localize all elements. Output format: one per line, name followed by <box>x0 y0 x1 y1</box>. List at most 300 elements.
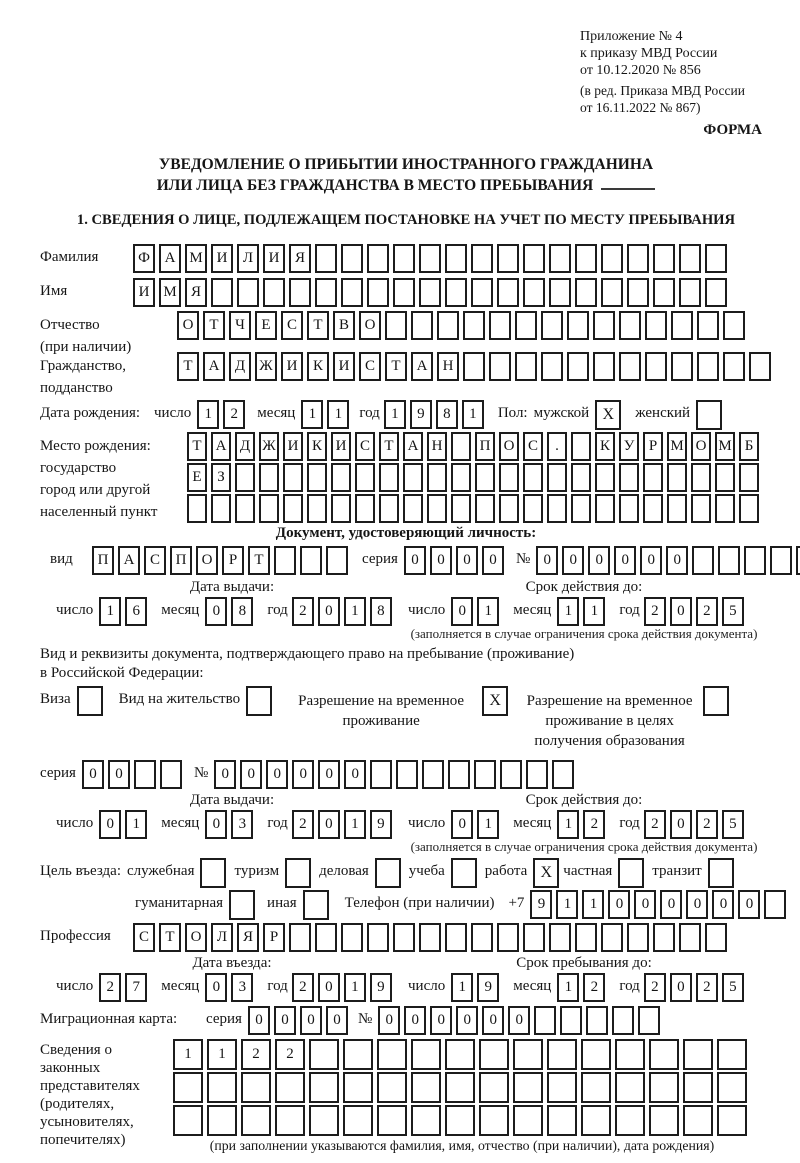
char-cell[interactable]: 0 <box>248 1006 270 1035</box>
char-cell[interactable] <box>471 244 493 273</box>
char-cell[interactable]: И <box>133 278 155 307</box>
char-cell[interactable]: Н <box>427 432 447 461</box>
char-cell[interactable]: И <box>211 244 233 273</box>
char-cell[interactable] <box>499 463 519 492</box>
char-cell[interactable] <box>683 1072 713 1103</box>
char-cell[interactable] <box>341 244 363 273</box>
char-cell[interactable]: 1 <box>462 400 484 429</box>
char-cell[interactable] <box>541 352 563 381</box>
char-cell[interactable]: 0 <box>404 546 426 575</box>
char-cell[interactable] <box>475 494 495 523</box>
char-cell[interactable]: 1 <box>556 890 578 919</box>
char-cell[interactable] <box>497 244 519 273</box>
char-cell[interactable] <box>667 463 687 492</box>
char-cell[interactable]: А <box>159 244 181 273</box>
char-cell[interactable]: И <box>283 432 303 461</box>
char-cell[interactable]: А <box>403 432 423 461</box>
char-cell[interactable] <box>615 1072 645 1103</box>
char-cell[interactable] <box>549 244 571 273</box>
char-cell[interactable] <box>474 760 496 789</box>
char-cell[interactable]: 2 <box>644 973 666 1002</box>
char-cell[interactable]: К <box>595 432 615 461</box>
char-cell[interactable] <box>547 494 567 523</box>
char-cell[interactable] <box>355 463 375 492</box>
char-cell[interactable]: Т <box>248 546 270 575</box>
char-cell[interactable]: 8 <box>436 400 458 429</box>
char-cell[interactable] <box>370 760 392 789</box>
char-cell[interactable]: 0 <box>608 890 630 919</box>
temp-residence-checkbox[interactable]: X <box>482 686 508 716</box>
char-cell[interactable] <box>309 1072 339 1103</box>
char-cell[interactable] <box>649 1105 679 1136</box>
char-cell[interactable]: О <box>177 311 199 340</box>
char-cell[interactable] <box>211 278 233 307</box>
char-cell[interactable] <box>705 278 727 307</box>
char-cell[interactable] <box>691 463 711 492</box>
char-cell[interactable]: 2 <box>292 597 314 626</box>
char-cell[interactable]: А <box>203 352 225 381</box>
char-cell[interactable] <box>645 311 667 340</box>
char-cell[interactable]: С <box>281 311 303 340</box>
char-cell[interactable] <box>513 1105 543 1136</box>
char-cell[interactable]: 0 <box>562 546 584 575</box>
char-cell[interactable] <box>523 494 543 523</box>
char-cell[interactable] <box>619 494 639 523</box>
char-cell[interactable] <box>300 546 322 575</box>
char-cell[interactable] <box>744 546 766 575</box>
char-cell[interactable]: С <box>523 432 543 461</box>
temp-residence-education-checkbox[interactable] <box>703 686 729 716</box>
char-cell[interactable]: 0 <box>318 760 340 789</box>
char-cell[interactable] <box>581 1039 611 1070</box>
purpose-inaya-checkbox[interactable] <box>303 890 329 920</box>
char-cell[interactable]: 0 <box>274 1006 296 1035</box>
char-cell[interactable]: 0 <box>670 973 692 1002</box>
char-cell[interactable]: О <box>359 311 381 340</box>
purpose-ucheba-checkbox[interactable] <box>451 858 477 888</box>
purpose-delovaya-checkbox[interactable] <box>375 858 401 888</box>
char-cell[interactable]: 2 <box>583 973 605 1002</box>
char-cell[interactable] <box>274 546 296 575</box>
char-cell[interactable]: 0 <box>670 597 692 626</box>
char-cell[interactable] <box>275 1072 305 1103</box>
char-cell[interactable]: Е <box>187 463 207 492</box>
char-cell[interactable]: Ч <box>229 311 251 340</box>
char-cell[interactable] <box>739 494 759 523</box>
char-cell[interactable] <box>497 278 519 307</box>
char-cell[interactable] <box>377 1105 407 1136</box>
char-cell[interactable] <box>749 352 771 381</box>
char-cell[interactable] <box>427 494 447 523</box>
char-cell[interactable]: 0 <box>205 597 227 626</box>
char-cell[interactable] <box>612 1006 634 1035</box>
char-cell[interactable] <box>341 278 363 307</box>
char-cell[interactable]: 2 <box>583 810 605 839</box>
char-cell[interactable]: М <box>159 278 181 307</box>
char-cell[interactable]: 1 <box>344 597 366 626</box>
char-cell[interactable] <box>534 1006 556 1035</box>
char-cell[interactable] <box>367 244 389 273</box>
char-cell[interactable] <box>619 463 639 492</box>
purpose-tranzit-checkbox[interactable] <box>708 858 734 888</box>
char-cell[interactable]: 2 <box>696 810 718 839</box>
char-cell[interactable] <box>717 1105 747 1136</box>
purpose-chastnaya-checkbox[interactable] <box>618 858 644 888</box>
char-cell[interactable]: 6 <box>125 597 147 626</box>
char-cell[interactable] <box>581 1072 611 1103</box>
char-cell[interactable]: 1 <box>557 973 579 1002</box>
char-cell[interactable] <box>715 494 735 523</box>
char-cell[interactable]: 1 <box>451 973 473 1002</box>
char-cell[interactable]: 0 <box>738 890 760 919</box>
char-cell[interactable]: 0 <box>214 760 236 789</box>
char-cell[interactable] <box>367 923 389 952</box>
char-cell[interactable] <box>463 352 485 381</box>
char-cell[interactable] <box>471 923 493 952</box>
char-cell[interactable]: Ж <box>255 352 277 381</box>
char-cell[interactable]: 1 <box>344 973 366 1002</box>
char-cell[interactable] <box>705 244 727 273</box>
char-cell[interactable] <box>479 1105 509 1136</box>
char-cell[interactable] <box>717 1072 747 1103</box>
char-cell[interactable]: 0 <box>430 546 452 575</box>
char-cell[interactable]: 1 <box>207 1039 237 1070</box>
char-cell[interactable] <box>552 760 574 789</box>
char-cell[interactable]: 2 <box>223 400 245 429</box>
char-cell[interactable]: 1 <box>344 810 366 839</box>
char-cell[interactable] <box>523 463 543 492</box>
char-cell[interactable] <box>526 760 548 789</box>
char-cell[interactable] <box>463 311 485 340</box>
char-cell[interactable]: У <box>619 432 639 461</box>
char-cell[interactable]: 7 <box>125 973 147 1002</box>
char-cell[interactable] <box>343 1039 373 1070</box>
char-cell[interactable] <box>638 1006 660 1035</box>
char-cell[interactable] <box>263 278 285 307</box>
char-cell[interactable]: Т <box>307 311 329 340</box>
char-cell[interactable]: Т <box>187 432 207 461</box>
char-cell[interactable]: Т <box>159 923 181 952</box>
char-cell[interactable] <box>445 1105 475 1136</box>
char-cell[interactable] <box>419 923 441 952</box>
char-cell[interactable]: 2 <box>696 597 718 626</box>
char-cell[interactable]: 0 <box>205 973 227 1002</box>
char-cell[interactable] <box>411 1105 441 1136</box>
char-cell[interactable] <box>497 923 519 952</box>
char-cell[interactable]: Т <box>379 432 399 461</box>
char-cell[interactable] <box>289 923 311 952</box>
char-cell[interactable]: 1 <box>557 597 579 626</box>
char-cell[interactable]: 0 <box>670 810 692 839</box>
char-cell[interactable]: 0 <box>378 1006 400 1035</box>
char-cell[interactable] <box>513 1072 543 1103</box>
char-cell[interactable] <box>586 1006 608 1035</box>
char-cell[interactable]: 0 <box>326 1006 348 1035</box>
char-cell[interactable] <box>275 1105 305 1136</box>
char-cell[interactable]: 2 <box>292 810 314 839</box>
char-cell[interactable] <box>723 311 745 340</box>
char-cell[interactable] <box>259 494 279 523</box>
char-cell[interactable] <box>259 463 279 492</box>
char-cell[interactable]: О <box>499 432 519 461</box>
char-cell[interactable]: 1 <box>557 810 579 839</box>
char-cell[interactable] <box>235 463 255 492</box>
char-cell[interactable]: Б <box>739 432 759 461</box>
char-cell[interactable]: 5 <box>722 810 744 839</box>
char-cell[interactable]: Т <box>203 311 225 340</box>
char-cell[interactable]: 9 <box>370 973 392 1002</box>
char-cell[interactable]: 1 <box>327 400 349 429</box>
char-cell[interactable] <box>500 760 522 789</box>
char-cell[interactable] <box>419 278 441 307</box>
char-cell[interactable] <box>547 1105 577 1136</box>
char-cell[interactable] <box>595 463 615 492</box>
char-cell[interactable]: Л <box>211 923 233 952</box>
char-cell[interactable]: 0 <box>430 1006 452 1035</box>
char-cell[interactable] <box>679 278 701 307</box>
char-cell[interactable] <box>207 1072 237 1103</box>
char-cell[interactable] <box>667 494 687 523</box>
char-cell[interactable] <box>307 494 327 523</box>
char-cell[interactable] <box>479 1039 509 1070</box>
char-cell[interactable] <box>715 463 735 492</box>
char-cell[interactable] <box>396 760 418 789</box>
char-cell[interactable] <box>289 278 311 307</box>
char-cell[interactable] <box>445 278 467 307</box>
char-cell[interactable] <box>326 546 348 575</box>
char-cell[interactable] <box>448 760 470 789</box>
char-cell[interactable] <box>241 1072 271 1103</box>
char-cell[interactable]: 0 <box>456 1006 478 1035</box>
char-cell[interactable] <box>627 244 649 273</box>
char-cell[interactable]: С <box>133 923 155 952</box>
char-cell[interactable]: 8 <box>370 597 392 626</box>
char-cell[interactable] <box>683 1105 713 1136</box>
char-cell[interactable]: 0 <box>205 810 227 839</box>
char-cell[interactable] <box>379 494 399 523</box>
char-cell[interactable] <box>645 352 667 381</box>
char-cell[interactable]: 0 <box>712 890 734 919</box>
char-cell[interactable] <box>575 244 597 273</box>
char-cell[interactable]: 0 <box>266 760 288 789</box>
char-cell[interactable]: 1 <box>477 810 499 839</box>
char-cell[interactable] <box>718 546 740 575</box>
char-cell[interactable]: З <box>211 463 231 492</box>
char-cell[interactable] <box>385 311 407 340</box>
char-cell[interactable]: 0 <box>318 973 340 1002</box>
char-cell[interactable]: 3 <box>231 810 253 839</box>
char-cell[interactable] <box>451 463 471 492</box>
char-cell[interactable] <box>411 311 433 340</box>
char-cell[interactable]: 2 <box>644 597 666 626</box>
char-cell[interactable] <box>541 311 563 340</box>
char-cell[interactable] <box>160 760 182 789</box>
char-cell[interactable]: 0 <box>404 1006 426 1035</box>
char-cell[interactable] <box>422 760 444 789</box>
char-cell[interactable]: Р <box>263 923 285 952</box>
char-cell[interactable] <box>523 244 545 273</box>
char-cell[interactable] <box>393 244 415 273</box>
char-cell[interactable] <box>419 244 441 273</box>
char-cell[interactable]: 0 <box>451 597 473 626</box>
char-cell[interactable]: . <box>547 432 567 461</box>
char-cell[interactable] <box>615 1105 645 1136</box>
char-cell[interactable] <box>770 546 792 575</box>
char-cell[interactable]: 0 <box>99 810 121 839</box>
char-cell[interactable]: Т <box>385 352 407 381</box>
char-cell[interactable] <box>499 494 519 523</box>
char-cell[interactable]: И <box>263 244 285 273</box>
char-cell[interactable] <box>796 546 800 575</box>
residence-permit-checkbox[interactable] <box>246 686 272 716</box>
char-cell[interactable] <box>671 311 693 340</box>
char-cell[interactable]: 3 <box>231 973 253 1002</box>
char-cell[interactable]: Н <box>437 352 459 381</box>
char-cell[interactable]: А <box>211 432 231 461</box>
char-cell[interactable]: Р <box>643 432 663 461</box>
char-cell[interactable]: 2 <box>241 1039 271 1070</box>
char-cell[interactable]: 0 <box>292 760 314 789</box>
char-cell[interactable]: 1 <box>477 597 499 626</box>
char-cell[interactable] <box>187 494 207 523</box>
char-cell[interactable] <box>207 1105 237 1136</box>
char-cell[interactable]: 8 <box>231 597 253 626</box>
char-cell[interactable] <box>403 494 423 523</box>
char-cell[interactable]: С <box>359 352 381 381</box>
char-cell[interactable]: К <box>307 432 327 461</box>
char-cell[interactable]: К <box>307 352 329 381</box>
char-cell[interactable]: Р <box>222 546 244 575</box>
char-cell[interactable] <box>393 923 415 952</box>
char-cell[interactable]: 1 <box>384 400 406 429</box>
char-cell[interactable]: 2 <box>644 810 666 839</box>
char-cell[interactable] <box>567 311 589 340</box>
char-cell[interactable] <box>241 1105 271 1136</box>
char-cell[interactable] <box>235 494 255 523</box>
char-cell[interactable] <box>571 494 591 523</box>
char-cell[interactable]: 0 <box>240 760 262 789</box>
char-cell[interactable] <box>683 1039 713 1070</box>
char-cell[interactable] <box>393 278 415 307</box>
char-cell[interactable]: Л <box>237 244 259 273</box>
char-cell[interactable] <box>411 1072 441 1103</box>
char-cell[interactable] <box>575 278 597 307</box>
char-cell[interactable] <box>653 923 675 952</box>
char-cell[interactable] <box>341 923 363 952</box>
char-cell[interactable]: 2 <box>275 1039 305 1070</box>
char-cell[interactable] <box>679 244 701 273</box>
char-cell[interactable]: 0 <box>588 546 610 575</box>
char-cell[interactable]: 0 <box>634 890 656 919</box>
char-cell[interactable]: 0 <box>82 760 104 789</box>
char-cell[interactable]: 0 <box>508 1006 530 1035</box>
char-cell[interactable] <box>649 1072 679 1103</box>
char-cell[interactable] <box>717 1039 747 1070</box>
char-cell[interactable]: 0 <box>108 760 130 789</box>
char-cell[interactable]: 0 <box>318 597 340 626</box>
char-cell[interactable] <box>343 1105 373 1136</box>
char-cell[interactable]: 1 <box>197 400 219 429</box>
char-cell[interactable] <box>653 244 675 273</box>
char-cell[interactable] <box>331 463 351 492</box>
char-cell[interactable]: 1 <box>99 597 121 626</box>
char-cell[interactable]: 1 <box>582 890 604 919</box>
char-cell[interactable] <box>601 278 623 307</box>
char-cell[interactable]: 0 <box>482 1006 504 1035</box>
sex-male-checkbox[interactable]: X <box>595 400 621 430</box>
char-cell[interactable] <box>643 494 663 523</box>
char-cell[interactable] <box>705 923 727 952</box>
char-cell[interactable] <box>377 1039 407 1070</box>
char-cell[interactable]: И <box>331 432 351 461</box>
char-cell[interactable] <box>523 278 545 307</box>
char-cell[interactable] <box>547 1072 577 1103</box>
char-cell[interactable] <box>331 494 351 523</box>
char-cell[interactable]: М <box>715 432 735 461</box>
char-cell[interactable] <box>515 352 537 381</box>
sex-female-checkbox[interactable] <box>696 400 722 430</box>
char-cell[interactable]: 9 <box>370 810 392 839</box>
char-cell[interactable] <box>697 311 719 340</box>
char-cell[interactable]: 5 <box>722 597 744 626</box>
char-cell[interactable] <box>471 278 493 307</box>
purpose-sluzhebnaya-checkbox[interactable] <box>200 858 226 888</box>
char-cell[interactable]: 5 <box>722 973 744 1002</box>
purpose-rabota-checkbox[interactable]: X <box>533 858 559 888</box>
char-cell[interactable] <box>653 278 675 307</box>
char-cell[interactable] <box>479 1072 509 1103</box>
char-cell[interactable]: 0 <box>482 546 504 575</box>
char-cell[interactable] <box>343 1072 373 1103</box>
char-cell[interactable] <box>315 278 337 307</box>
char-cell[interactable]: С <box>355 432 375 461</box>
char-cell[interactable] <box>451 494 471 523</box>
char-cell[interactable]: 0 <box>318 810 340 839</box>
char-cell[interactable] <box>445 244 467 273</box>
char-cell[interactable]: 0 <box>666 546 688 575</box>
char-cell[interactable] <box>355 494 375 523</box>
char-cell[interactable]: О <box>196 546 218 575</box>
char-cell[interactable] <box>601 244 623 273</box>
char-cell[interactable] <box>593 311 615 340</box>
char-cell[interactable]: 2 <box>99 973 121 1002</box>
char-cell[interactable]: В <box>333 311 355 340</box>
char-cell[interactable]: Ж <box>259 432 279 461</box>
char-cell[interactable] <box>575 923 597 952</box>
char-cell[interactable] <box>367 278 389 307</box>
char-cell[interactable]: Т <box>177 352 199 381</box>
char-cell[interactable]: С <box>144 546 166 575</box>
char-cell[interactable]: 0 <box>660 890 682 919</box>
char-cell[interactable] <box>427 463 447 492</box>
char-cell[interactable]: 9 <box>477 973 499 1002</box>
char-cell[interactable]: И <box>281 352 303 381</box>
char-cell[interactable]: 0 <box>640 546 662 575</box>
char-cell[interactable] <box>593 352 615 381</box>
char-cell[interactable]: Я <box>237 923 259 952</box>
char-cell[interactable] <box>615 1039 645 1070</box>
char-cell[interactable]: 1 <box>173 1039 203 1070</box>
char-cell[interactable] <box>549 923 571 952</box>
char-cell[interactable] <box>315 923 337 952</box>
char-cell[interactable] <box>692 546 714 575</box>
char-cell[interactable] <box>723 352 745 381</box>
char-cell[interactable]: 0 <box>456 546 478 575</box>
char-cell[interactable]: 0 <box>344 760 366 789</box>
char-cell[interactable]: 1 <box>301 400 323 429</box>
char-cell[interactable] <box>560 1006 582 1035</box>
char-cell[interactable]: Я <box>289 244 311 273</box>
